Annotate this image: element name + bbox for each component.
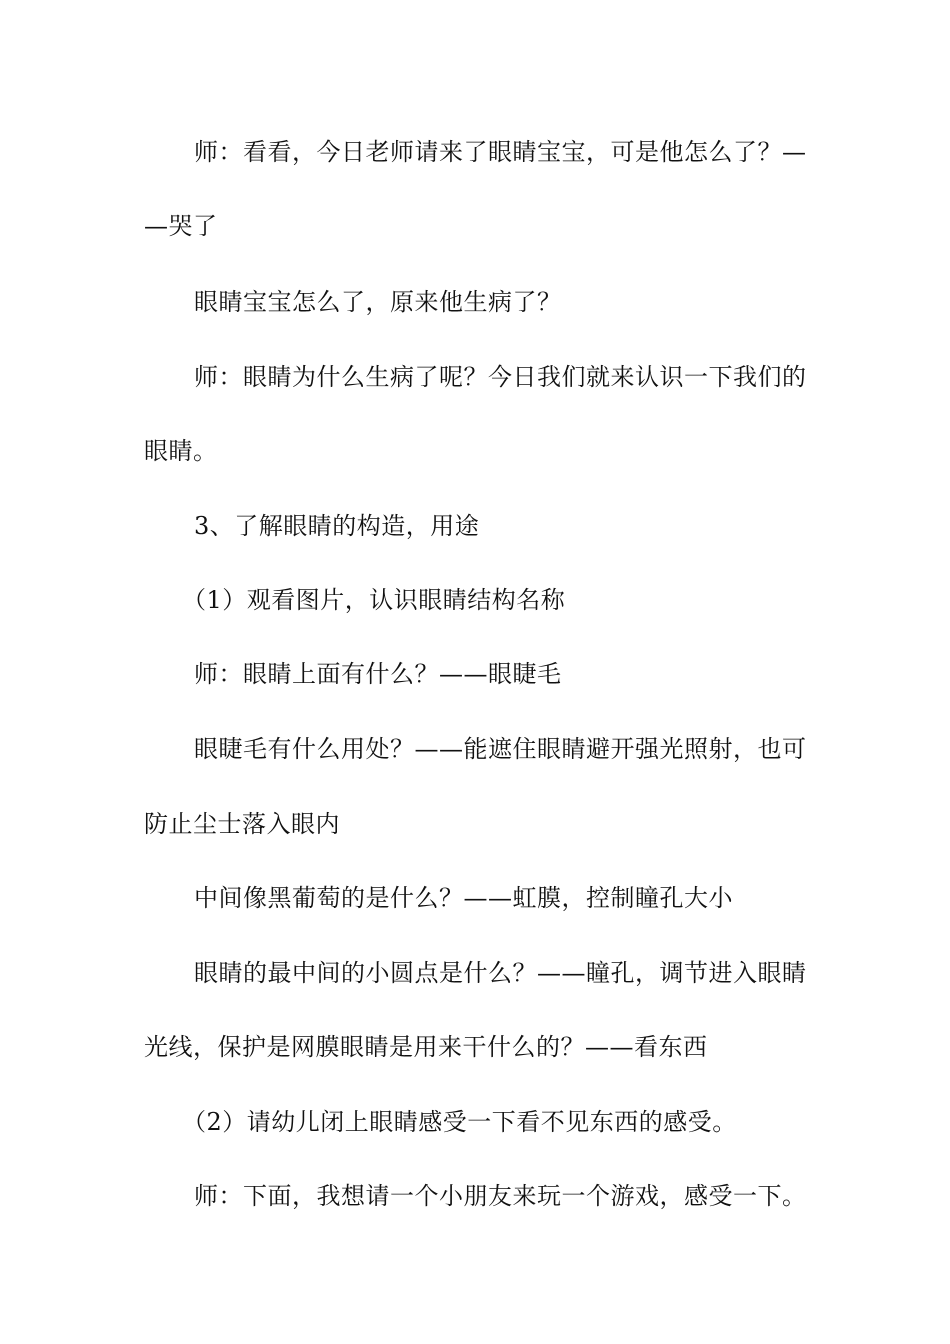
paragraph-line: 眼睛的最中间的小圆点是什么？——瞳孔，调节进入眼睛	[194, 959, 807, 987]
section-heading: 3、了解眼睛的构造，用途	[194, 512, 480, 540]
paragraph-line: 眼睛宝宝怎么了，原来他生病了？	[194, 288, 562, 316]
subsection-heading: （2）请幼儿闭上眼睛感受一下看不见东西的感受。	[182, 1108, 737, 1136]
paragraph-line: —哭了	[144, 212, 218, 240]
paragraph-line: 师：下面，我想请一个小朋友来玩一个游戏，感受一下。	[194, 1182, 807, 1210]
subsection-heading: （1）观看图片，认识眼睛结构名称	[182, 586, 566, 614]
paragraph-line: 防止尘士落入眼内	[144, 810, 340, 838]
paragraph-line: 光线，保护是网膜眼睛是用来干什么的？——看东西	[144, 1033, 708, 1061]
paragraph-line: 师：眼睛为什么生病了呢？今日我们就来认识一下我们的	[194, 363, 807, 391]
paragraph-line: 眼睛。	[144, 437, 218, 465]
paragraph-line: 眼睫毛有什么用处？——能遮住眼睛避开强光照射，也可	[194, 735, 807, 763]
paragraph-line: 师：看看，今日老师请来了眼睛宝宝，可是他怎么了？—	[194, 138, 807, 166]
paragraph-line: 师：眼睛上面有什么？——眼睫毛	[194, 660, 562, 688]
paragraph-line: 中间像黑葡萄的是什么？——虹膜，控制瞳孔大小	[194, 884, 733, 912]
